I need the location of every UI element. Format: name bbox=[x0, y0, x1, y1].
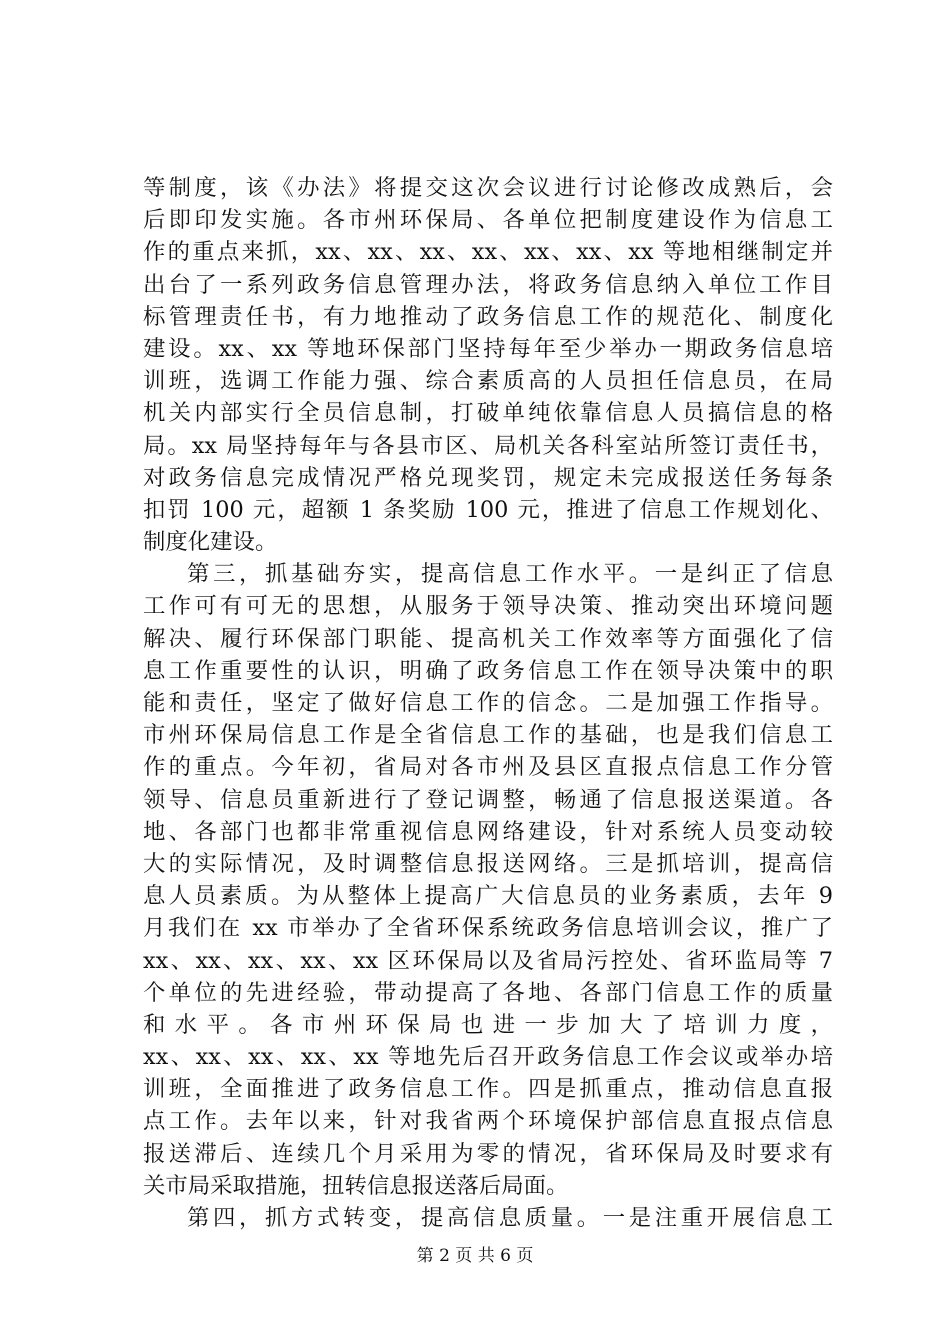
text-line: 能和责任，坚定了做好信息工作的信念。二是加强工作指导。 bbox=[143, 690, 833, 716]
text-line: 息工作重要性的认识，明确了政务信息工作在领导决策中的职 bbox=[143, 657, 833, 684]
text-line: 个单位的先进经验，带动提高了各地、各部门信息工作的质量 bbox=[143, 979, 833, 1006]
text-line: 制度化建设。 bbox=[143, 529, 278, 556]
text-line: 市州环保局信息工作是全省信息工作的基础，也是我们信息工 bbox=[143, 722, 833, 749]
text-line: 领导、信息员重新进行了登记调整，畅通了信息报送渠道。各 bbox=[143, 786, 833, 813]
text-line: 训班，全面推进了政务信息工作。四是抓重点，推动信息直报 bbox=[143, 1076, 833, 1103]
text-line: 报送滞后、连续几个月采用为零的情况，省环保局及时要求有 bbox=[143, 1140, 833, 1167]
text-line: 等制度，该《办法》将提交这次会议进行讨论修改成熟后，会 bbox=[143, 175, 833, 201]
text-line: 标管理责任书，有力地推动了政务信息工作的规范化、制度化 bbox=[143, 303, 833, 330]
text-line: 点工作。去年以来，针对我省两个环境保护部信息直报点信息 bbox=[143, 1108, 833, 1135]
text-line: 出台了一系列政务信息管理办法，将政务信息纳入单位工作目 bbox=[143, 271, 833, 298]
text-line: 关市局采取措施，扭转信息报送落后局面。 bbox=[143, 1172, 569, 1199]
text-line: 和 水 平 。 各 市 州 环 保 局 也 进 一 步 加 大 了 培 训 力 度 ， bbox=[143, 1011, 833, 1038]
text-line: 息人员素质。为从整体上提高广大信息员的业务素质，去年 9 bbox=[143, 883, 833, 910]
text-line: 局。xx 局坚持每年与各县市区、局机关各科室站所签订责任书， bbox=[143, 432, 833, 459]
text-line: 地、各部门也都非常重视信息网络建设，针对系统人员变动较 bbox=[143, 818, 833, 845]
text-line: 作的重点来抓，xx、xx、xx、xx、xx、xx、xx 等地相继制定并 bbox=[143, 239, 833, 266]
body-text bbox=[143, 172, 833, 1234]
text-line: 建设。xx、xx 等地环保部门坚持每年至少举办一期政务信息培 bbox=[143, 335, 833, 362]
paragraph-start-line: 第四，抓方式转变，提高信息质量。一是注重开展信息工 bbox=[187, 1205, 833, 1231]
text-line: xx、xx、xx、xx、xx 区环保局以及省局污控处、省环监局等 7 bbox=[143, 947, 833, 974]
text-line: xx、xx、xx、xx、xx 等地先后召开政务信息工作会议或举办培 bbox=[143, 1044, 833, 1071]
text-line: 大的实际情况，及时调整信息报送网络。三是抓培训，提高信 bbox=[143, 850, 833, 877]
page-number-footer: 第 2 页 共 6 页 bbox=[416, 1246, 534, 1266]
text-line: 工作可有可无的思想，从服务于领导决策、推动突出环境问题 bbox=[143, 593, 833, 620]
text-line: 机关内部实行全员信息制，打破单纯依靠信息人员搞信息的格 bbox=[143, 400, 833, 427]
text-line: 解决、履行环保部门职能、提高机关工作效率等方面强化了信 bbox=[143, 625, 833, 652]
text-line: 训班，选调工作能力强、综合素质高的人员担任信息员，在局 bbox=[143, 368, 833, 395]
paragraph-start-line: 第三，抓基础夯实，提高信息工作水平。一是纠正了信息 bbox=[187, 561, 833, 588]
text-line: 月我们在 xx 市举办了全省环保系统政务信息培训会议，推广了 bbox=[143, 915, 833, 942]
text-line: 对政务信息完成情况严格兑现奖罚，规定未完成报送任务每条 bbox=[143, 464, 833, 491]
text-line: 作的重点。今年初，省局对各市州及县区直报点信息工作分管 bbox=[143, 754, 833, 781]
text-line: 后即印发实施。各市州环保局、各单位把制度建设作为信息工 bbox=[143, 207, 833, 234]
text-line: 扣罚 100 元，超额 1 条奖励 100 元，推进了信息工作规划化、 bbox=[143, 496, 833, 523]
